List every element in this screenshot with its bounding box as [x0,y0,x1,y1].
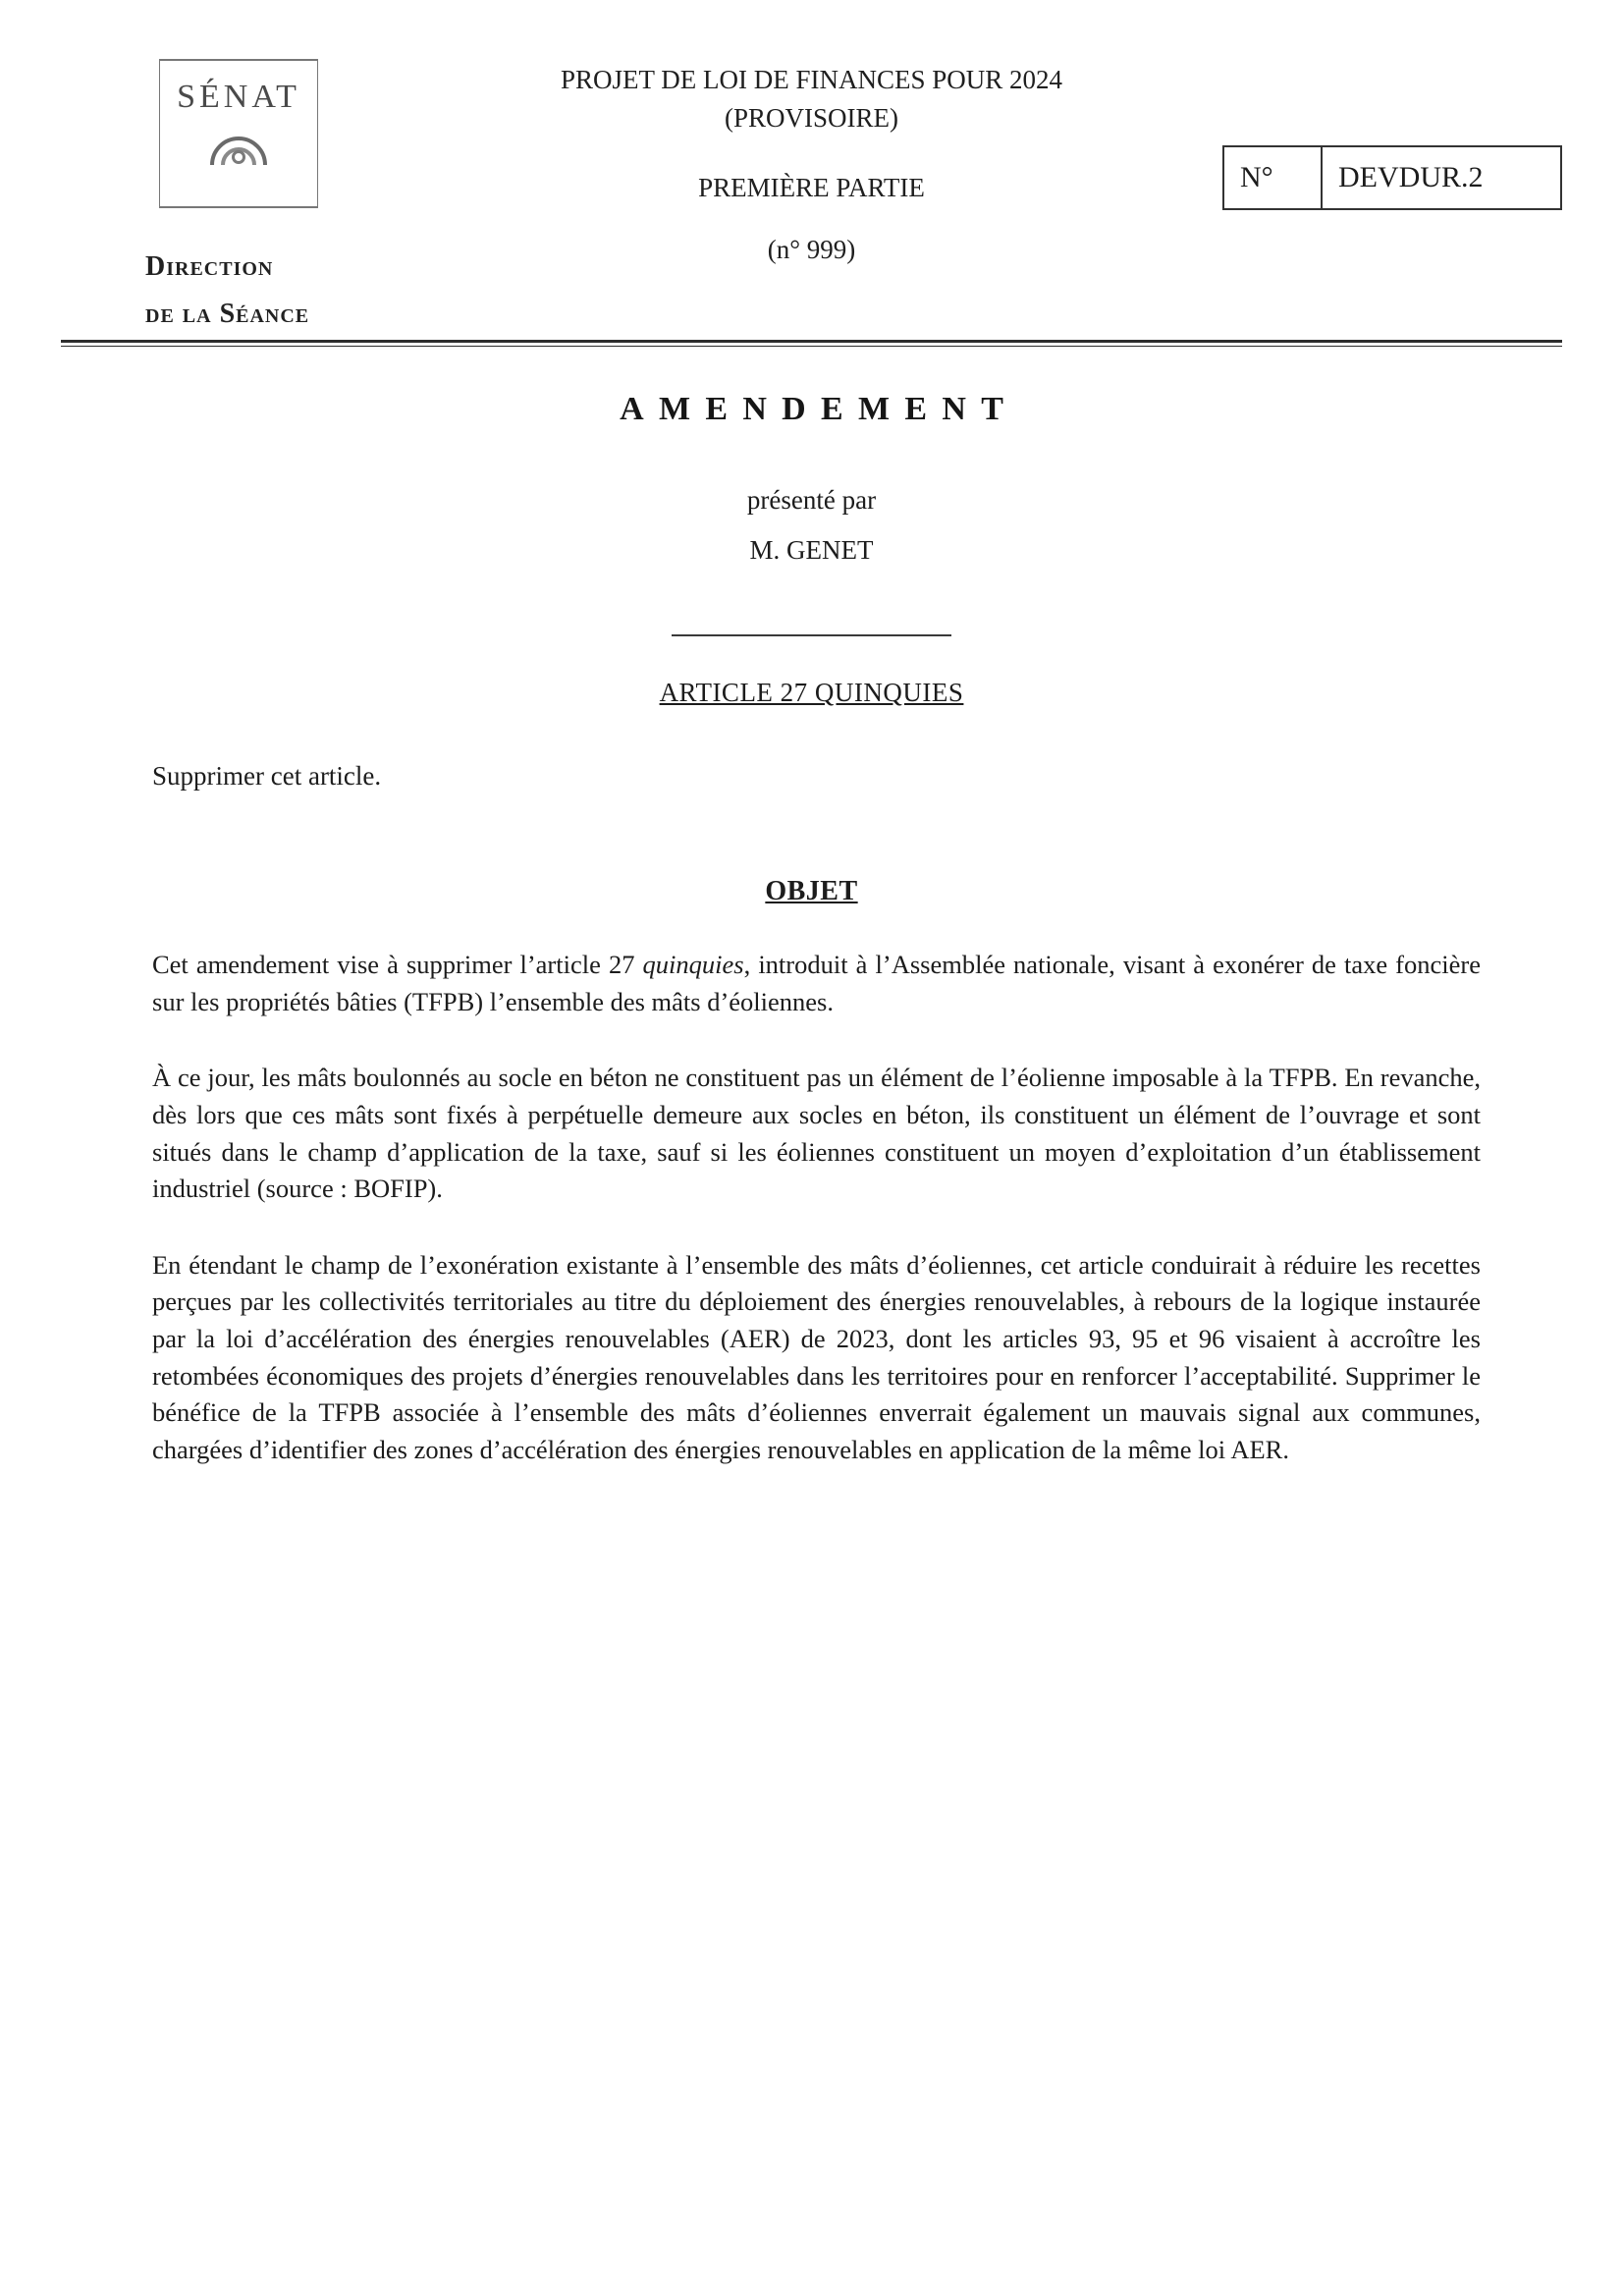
direction-line2: de la Séance [145,298,310,329]
presented-by: présenté par [746,485,877,515]
header-divider [61,340,1562,347]
document-body [0,391,1623,1469]
objet-paragraph-2: À ce jour, les mâts boulonnés au socle en béton ne constituent pas un élément de l’éolienne imposable à la TFPB. En revanche, dès lors que ces mâts sont fixés à perpétuelle demeure aux socles en béton, ils constituent un élément de l’ouvrage et sont situés dans le champ d’application de la taxe, sauf si les éoliennes constituent un moyen d’exploitation d’un établissement industriel (source : BOFIP). [152,1063,1481,1204]
objet-paragraph-3: En étendant le champ de l’exonération existante à l’ensemble des mâts d’éoliennes, cet article conduirait à réduire les recettes perçues par les collectivités territoriales au titre du déploiement des énergies renouvelables, à rebours de la logique instaurée par la loi d’accélération des énergies renouvelables (AER) de 2023, dont les articles 93, 95 et 96 visaient à accroître les retombées économiques des projets d’énergies renouvelables dans les territoires pour en renforcer l’acceptabilité. Supprimer le bénéfice de la TFPB associée à l’ensemble des mâts d’éoliennes enverrait également un mauvais signal aux communes, chargées d’identifier des zones d’accélération des énergies renouvelables en application de la même loi AER. [152,1249,1481,1464]
amendment-title: AMENDEMENT [620,391,1019,427]
amendment-ref-box [1222,145,1562,210]
separator-line [672,634,951,636]
project-title: PROJET DE LOI DE FINANCES POUR 2024 [560,65,1063,94]
paragraph1-italic: quinquies [642,950,744,979]
objet-paragraph-1 [152,947,1481,1020]
article-heading: ARTICLE 27 QUINQUIES [659,678,964,707]
amendment-instruction: Supprimer cet article. [152,761,382,791]
paragraph1-after: , introduit à l’Assemblée nationale, visant à exonérer de taxe foncière sur les propriétés bâties (TFPB) l’ensemble des mâts d’éoliennes. [152,950,1481,1016]
project-subtitle: (PROVISOIRE) [724,103,898,133]
objet-heading: OBJET [765,876,858,906]
bill-number: (n° 999) [767,235,856,264]
ref-label: N° [1224,147,1323,208]
senat-logo-text: SÉNAT [177,79,300,115]
paragraph1-before: Cet amendement vise à supprimer l’article 27 [152,950,643,979]
part-title: PREMIÈRE PARTIE [698,173,925,202]
author-name: M. GENET [749,535,874,565]
ref-value: DEVDUR.2 [1338,161,1484,193]
direction-line1: Direction [145,251,274,282]
